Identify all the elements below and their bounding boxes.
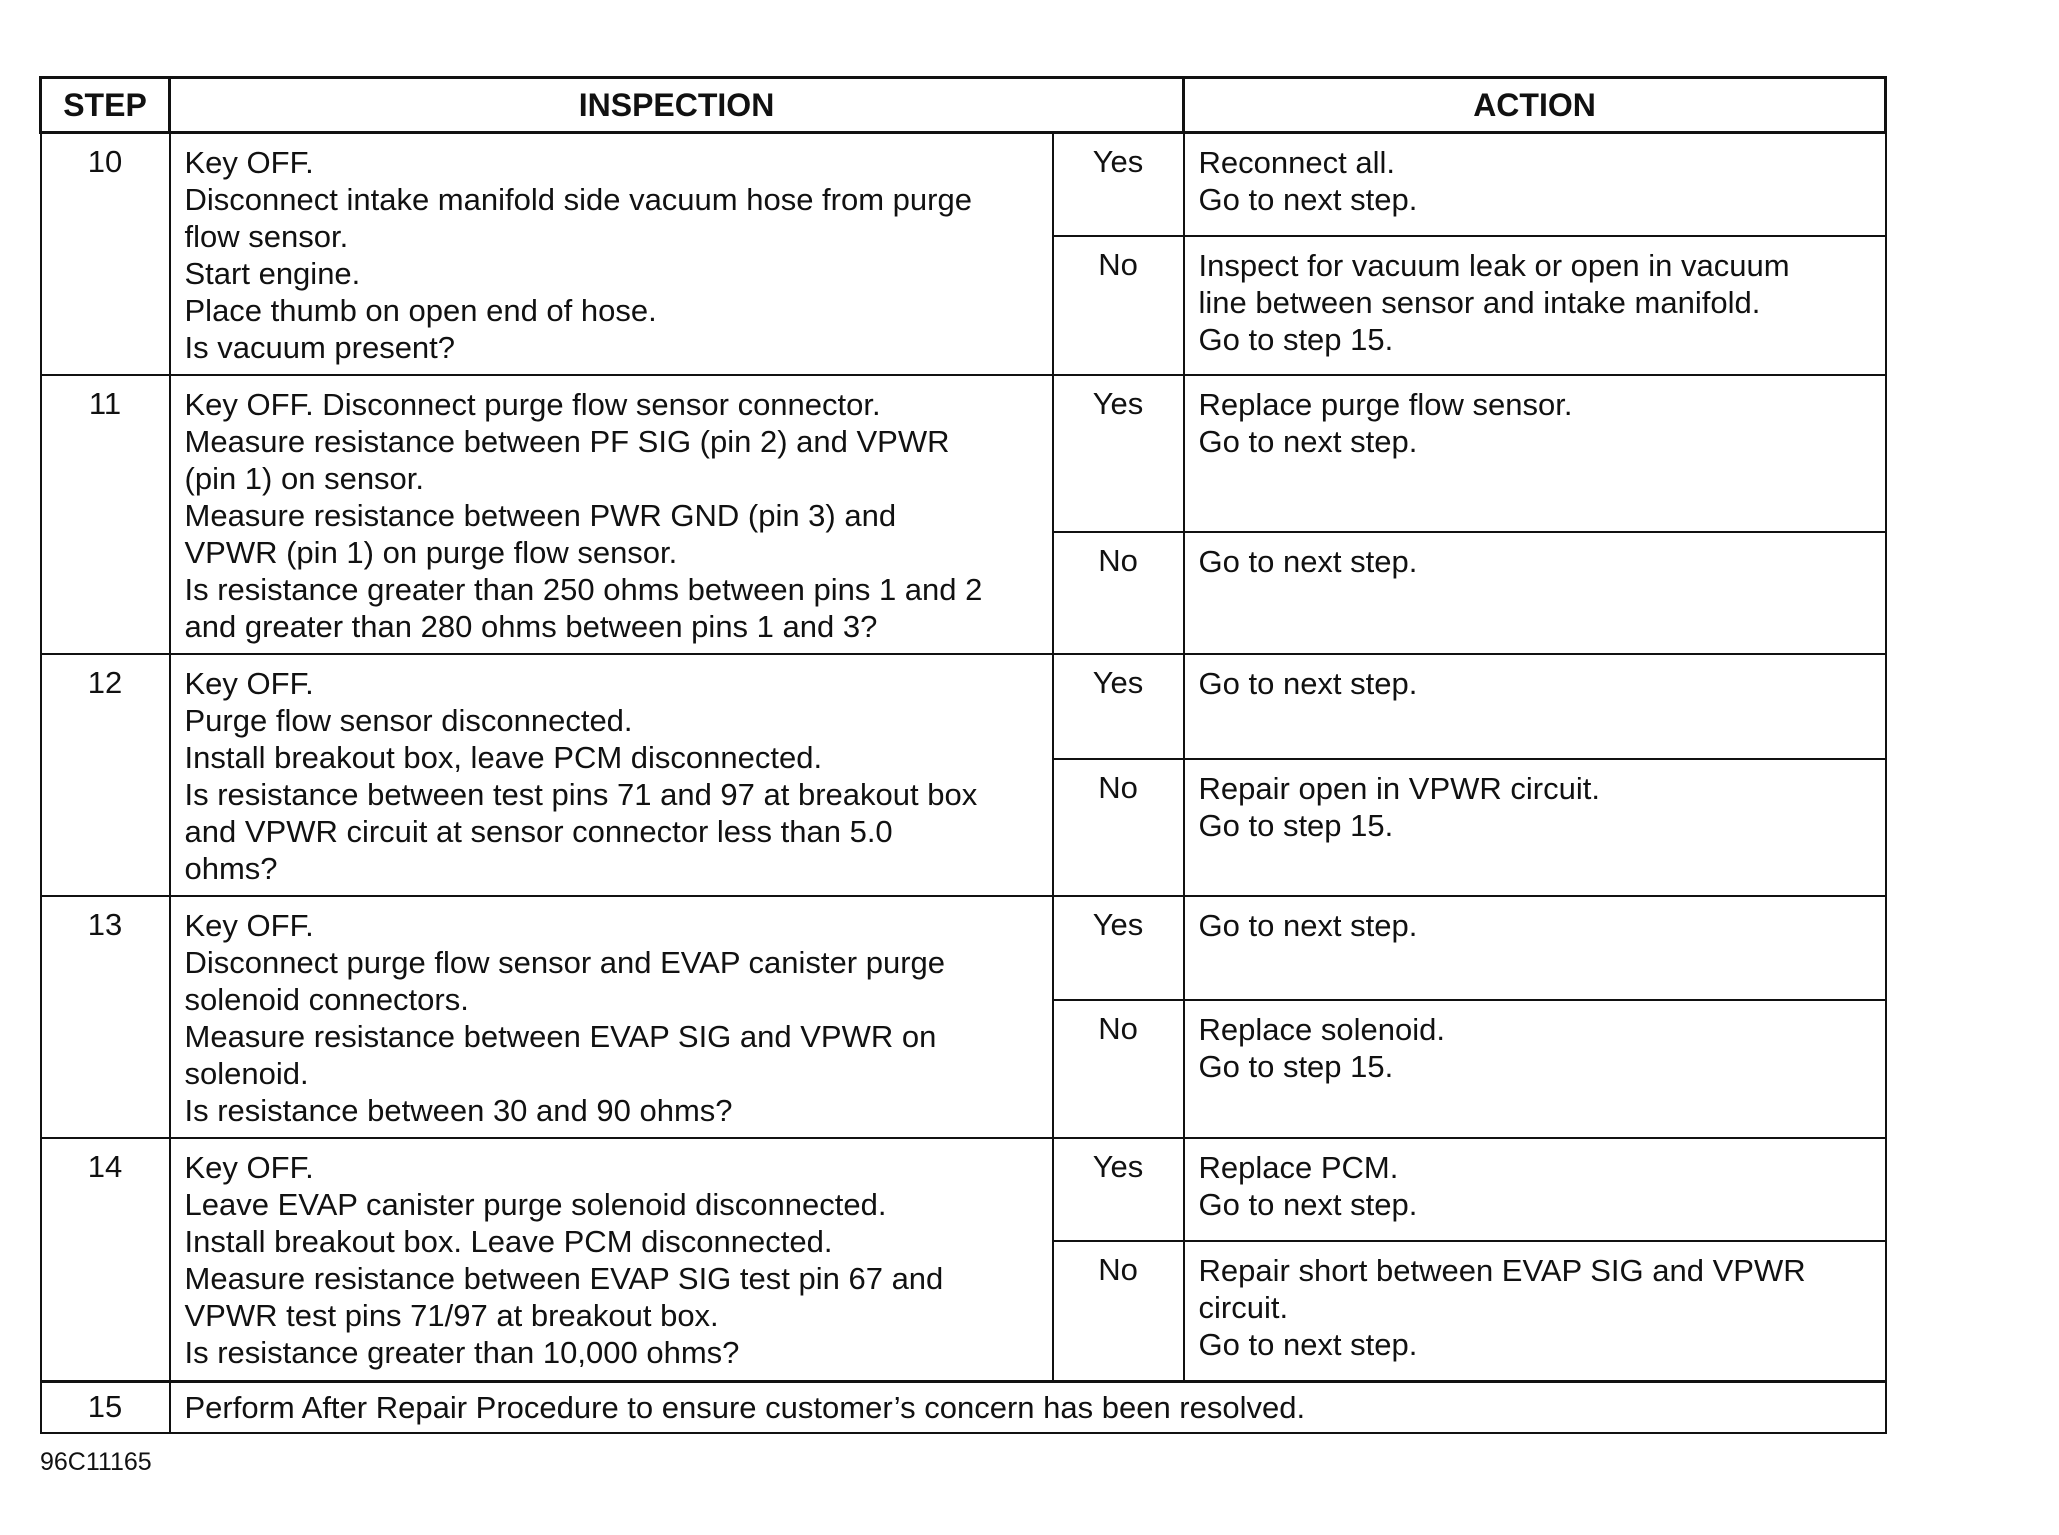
inspection-line: Is resistance greater than 10,000 ohms?	[184, 1335, 740, 1370]
action-line: Replace purge flow sensor.	[1198, 387, 1573, 422]
inspection-line: and VPWR circuit at sensor connector less than 5.0	[184, 814, 893, 849]
step-number: 15	[41, 1381, 170, 1433]
no-label: No	[1053, 532, 1184, 654]
table-body	[41, 133, 1886, 1433]
diagnostic-sheet	[39, 76, 1884, 1428]
inspection-cell	[170, 375, 1053, 654]
step-number: 10	[41, 133, 170, 376]
header-action: ACTION	[1184, 78, 1886, 133]
no-label: No	[1053, 759, 1184, 896]
inspection-line: Key OFF. Disconnect purge flow sensor connector.	[184, 387, 881, 422]
inspection-line: Leave EVAP canister purge solenoid disconnected.	[184, 1187, 887, 1222]
action-line: Go to next step.	[1198, 908, 1418, 943]
inspection-cell	[170, 654, 1053, 896]
inspection-line: Purge flow sensor disconnected.	[184, 703, 633, 738]
action-line: Go to next step.	[1198, 182, 1418, 217]
inspection-line: Key OFF.	[184, 666, 314, 701]
final-step-row	[41, 1381, 1886, 1433]
yes-label: Yes	[1053, 375, 1184, 532]
action-line: Reconnect all.	[1198, 145, 1395, 180]
inspection-line: Install breakout box. Leave PCM disconnected.	[184, 1224, 833, 1259]
yes-action-cell	[1184, 133, 1886, 237]
no-label: No	[1053, 236, 1184, 375]
inspection-line: Install breakout box, leave PCM disconnected.	[184, 740, 823, 775]
step-number: 13	[41, 896, 170, 1138]
no-label: No	[1053, 1000, 1184, 1138]
action-line: Go to step 15.	[1198, 322, 1394, 358]
table-row	[41, 654, 1886, 759]
inspection-line: Key OFF.	[184, 1150, 314, 1185]
inspection-line: Is resistance between test pins 71 and 97 at breakout box	[184, 777, 978, 812]
inspection-line: Measure resistance between EVAP SIG test pin 67 and	[184, 1261, 944, 1296]
inspection-line: solenoid connectors.	[184, 982, 469, 1017]
inspection-line: Disconnect intake manifold side vacuum hose from purge	[184, 182, 972, 217]
inspection-line: ohms?	[184, 851, 278, 886]
action-line: circuit.	[1198, 1290, 1289, 1325]
action-line: Go to next step.	[1198, 1327, 1418, 1362]
yes-action-cell	[1184, 654, 1886, 759]
inspection-line: Is resistance greater than 250 ohms between pins 1 and 2	[184, 572, 983, 607]
action-line: Repair short between EVAP SIG and VPWR	[1198, 1253, 1806, 1288]
inspection-line: Measure resistance between PWR GND (pin 3) and	[184, 498, 897, 533]
header-inspection: INSPECTION	[170, 78, 1184, 133]
inspection-line: Start engine.	[184, 256, 361, 291]
inspection-cell	[170, 133, 1053, 376]
inspection-cell	[170, 896, 1053, 1138]
inspection-line: Measure resistance between EVAP SIG and VPWR on	[184, 1019, 937, 1054]
inspection-line: (pin 1) on sensor.	[184, 461, 425, 496]
header-step: STEP	[41, 78, 170, 133]
yes-action-cell	[1184, 375, 1886, 532]
inspection-line: Key OFF.	[184, 908, 314, 943]
action-line: Go to step 15.	[1198, 1048, 1394, 1084]
no-action-cell	[1184, 759, 1886, 896]
diagnostic-table	[39, 76, 1887, 1434]
inspection-line: Key OFF.	[184, 145, 314, 180]
step-number: 14	[41, 1138, 170, 1381]
action-line: Go to step 15.	[1198, 807, 1394, 843]
action-line: Go to next step.	[1198, 544, 1418, 580]
no-action-cell	[1184, 532, 1886, 654]
figure-id: 96C11165	[40, 1448, 152, 1476]
step-number: 11	[41, 375, 170, 654]
inspection-cell	[170, 1138, 1053, 1381]
step-number: 12	[41, 654, 170, 896]
inspection-line: and greater than 280 ohms between pins 1 and 3?	[184, 609, 878, 644]
action-line: Go to next step.	[1198, 1187, 1418, 1222]
action-line: Replace PCM.	[1198, 1150, 1399, 1185]
no-label: No	[1053, 1241, 1184, 1381]
inspection-line: Is resistance between 30 and 90 ohms?	[184, 1093, 733, 1128]
table-row	[41, 1138, 1886, 1241]
inspection-line: VPWR (pin 1) on purge flow sensor.	[184, 535, 678, 570]
final-step-text: Perform After Repair Procedure to ensure customer’s concern has been resolved.	[170, 1381, 1886, 1433]
inspection-line: Place thumb on open end of hose.	[184, 293, 657, 328]
table-row	[41, 896, 1886, 1000]
yes-action-cell	[1184, 896, 1886, 1000]
action-line: Go to next step.	[1198, 666, 1418, 701]
header-row	[41, 78, 1886, 133]
inspection-line: solenoid.	[184, 1056, 309, 1091]
yes-action-cell	[1184, 1138, 1886, 1241]
action-line: Repair open in VPWR circuit.	[1198, 770, 1600, 806]
no-action-cell	[1184, 1000, 1886, 1138]
no-action-cell	[1184, 236, 1886, 375]
inspection-line: flow sensor.	[184, 219, 349, 254]
yes-label: Yes	[1053, 1138, 1184, 1241]
yes-label: Yes	[1053, 654, 1184, 759]
yes-label: Yes	[1053, 133, 1184, 237]
action-line: Replace solenoid.	[1198, 1011, 1445, 1047]
inspection-line: Measure resistance between PF SIG (pin 2) and VPWR	[184, 424, 950, 459]
inspection-line: VPWR test pins 71/97 at breakout box.	[184, 1298, 719, 1333]
no-action-cell	[1184, 1241, 1886, 1381]
action-line: Inspect for vacuum leak or open in vacuum	[1198, 248, 1790, 284]
table-row	[41, 375, 1886, 532]
action-line: line between sensor and intake manifold.	[1198, 285, 1761, 321]
action-line: Go to next step.	[1198, 424, 1418, 459]
inspection-line: Disconnect purge flow sensor and EVAP canister purge	[184, 945, 945, 980]
table-row	[41, 133, 1886, 237]
inspection-line: Is vacuum present?	[184, 330, 456, 365]
yes-label: Yes	[1053, 896, 1184, 1000]
